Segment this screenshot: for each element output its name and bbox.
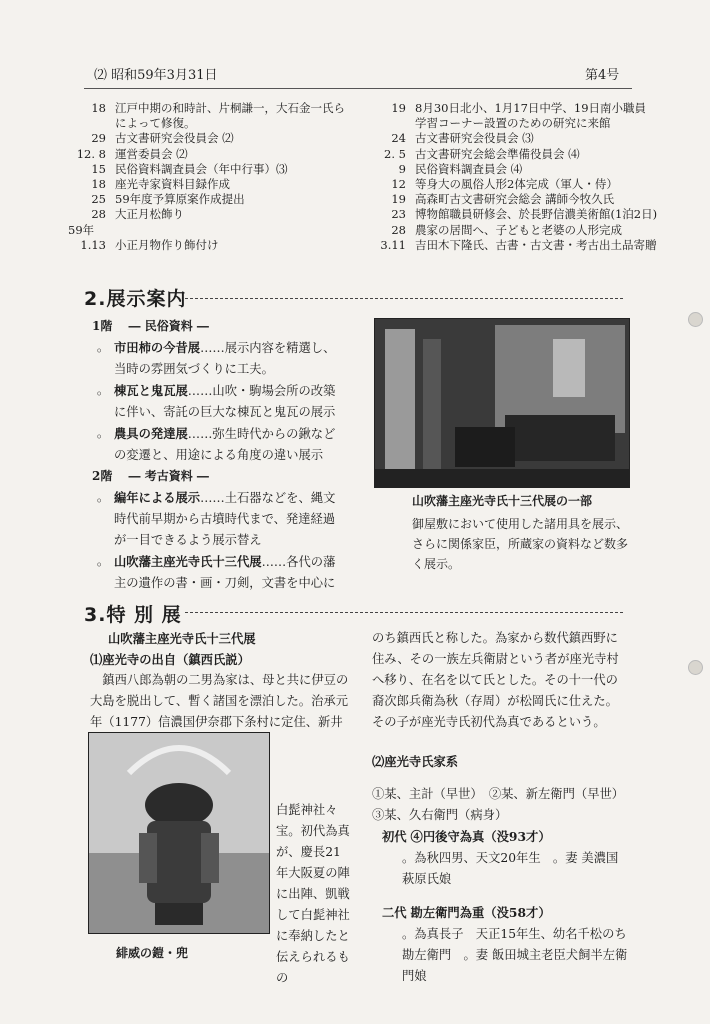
section-2-rule	[185, 298, 623, 299]
exhibit-item-title: 農具の発達展	[114, 426, 188, 441]
exhibit-item	[92, 423, 344, 466]
floor1-items	[92, 337, 344, 466]
timeline-date: 18	[91, 177, 106, 192]
header-divider	[84, 88, 632, 89]
exhibit-item	[92, 551, 344, 594]
armor-caption: 緋威の鎧・兜	[116, 946, 189, 960]
issue-date: ⑵ 昭和59年3月31日	[94, 68, 218, 83]
timeline-date: 28	[91, 207, 106, 222]
timeline-row	[68, 131, 368, 146]
family-heading: ⑵座光寺氏家系	[372, 754, 459, 769]
timeline-date: 1.13	[80, 237, 106, 252]
timeline-row	[368, 162, 668, 177]
timeline-date: 3.11	[380, 237, 406, 252]
exhibit-photo	[374, 318, 630, 488]
timeline-text: 小正月物作り飾付け	[115, 237, 219, 252]
timeline-date: 28	[391, 222, 406, 237]
timeline-left	[68, 101, 368, 253]
section-3-title: 3.特 別 展	[84, 604, 182, 626]
timeline-row	[368, 101, 668, 116]
timeline-text: 8月30日北小、1月17日中学、19日南小職員	[415, 101, 647, 115]
exhibit-item	[92, 380, 344, 423]
gen1-label: 初代	[382, 829, 407, 844]
exhibit-item-title: 棟瓦と鬼瓦展	[114, 383, 188, 398]
timeline-row	[368, 116, 668, 131]
timeline-text: 座光寺家資料目録作成	[115, 177, 230, 192]
floor2-items	[92, 487, 344, 594]
timeline-row	[368, 177, 668, 192]
timeline-date: 9	[398, 161, 406, 176]
bullet-mark: 。	[96, 490, 110, 504]
timeline-date: 24	[391, 131, 406, 146]
timeline-row	[68, 207, 368, 222]
timeline-date: 59年	[68, 222, 95, 237]
timeline-text: 民俗資料調査員会（年中行事）⑶	[115, 161, 288, 176]
timeline-row	[368, 207, 668, 222]
timeline-row	[368, 223, 668, 238]
armor-photo-note: 白髭神社々宝。初代為真が、慶長21年大阪夏の陣に出陣、凱戦して白髭神社に奉納したと伝えられるもの	[276, 803, 350, 985]
section-2-title: 2.展示案内	[84, 288, 187, 310]
exhibit-photo-drawing	[375, 319, 629, 487]
timeline-row	[368, 131, 668, 146]
timeline-text: 農家の居間へ、子どもと老婆の人形完成	[415, 222, 622, 237]
gen1-name: ④円後守為真（没93才）	[410, 829, 551, 844]
timeline-text: 高森町古文書研究会総会 講師今牧久氏	[415, 192, 615, 207]
origin-paragraph: 鎮西八郎為朝の二男為家は、母と共に伊豆の大島を脱出して、暫く諸国を漂泊した。治承元年（1177）信濃国伊奈郡下条村に定住、新井	[90, 673, 349, 729]
section-3-left-text	[90, 628, 350, 733]
timeline-date: 12	[391, 177, 406, 192]
floor2-label: 2階 ― 考古資料 ―	[92, 469, 209, 483]
origin-paragraph-continued: のち鎮西氏と称した。為家から数代鎮西野に住み、その一族左兵衛尉という者が座光寺村へ移り、在名を以て氏とした。その十一代の裔次郎兵衛為秋（存周）が松岡氏に仕えた。その子が座光寺氏初代為真であるという。	[372, 631, 619, 729]
timeline-row	[368, 192, 668, 207]
special-exhibit-subtitle: 山吹藩主座光寺氏十三代展	[108, 631, 256, 646]
timeline-row	[68, 116, 368, 131]
timeline-date: 12. 8	[76, 146, 106, 161]
timeline-text: 等身大の風俗人形2体完成（軍人・侍）	[415, 177, 618, 192]
timeline-right	[368, 101, 668, 253]
exhibit-item-title: 市田柿の今昔展	[114, 340, 201, 355]
family-line-1: ①某、主計（早世） ②某、新左衛門（早世）	[372, 787, 625, 801]
timeline-text: 59年度予算原案作成提出	[115, 192, 245, 207]
timeline-text: 学習コーナー設置のための研究に来館	[415, 116, 611, 131]
timeline-date: 18	[91, 101, 106, 115]
timeline-date: 15	[91, 161, 106, 176]
timeline-date: 19	[391, 101, 406, 115]
section-3-rule	[185, 612, 623, 613]
bullet-mark: 。	[96, 340, 110, 354]
timeline-row	[68, 223, 368, 238]
exhibit-item-title: 編年による展示	[114, 490, 201, 505]
bullet-mark: 。	[96, 554, 110, 568]
armor-photo-drawing	[89, 733, 269, 933]
timeline-text: 大正月松飾り	[115, 207, 184, 222]
timeline-date: 25	[91, 192, 106, 207]
timeline-row	[68, 177, 368, 192]
timeline-row	[368, 147, 668, 162]
exhibit-item-title: 山吹藩主座光寺氏十三代展	[114, 554, 262, 569]
family-line-2: ③某、久右衛門（病身）	[372, 808, 508, 822]
timeline-text: 民俗資料調査員会 ⑷	[415, 161, 523, 176]
exhibit-item-description: ……山吹・駒場会所の改築に伴い、寄託の巨大な棟瓦と鬼瓦の展示	[114, 384, 336, 419]
timeline-text: 運営委員会 ⑵	[115, 146, 188, 161]
section-3-right-text	[372, 628, 630, 987]
timeline-date: 23	[391, 207, 406, 222]
gen2-name: 勘左衛門為重（没58才）	[410, 905, 551, 920]
exhibit-item-description: ……土石器などを、縄文時代前早期から古墳時代まで、発達経過が一目できるよう展示替え	[114, 491, 336, 547]
timeline-text: 博物館職員研修会、於長野信濃美術館(1泊2日)	[415, 207, 658, 222]
timeline-text: によって修復。	[115, 116, 196, 131]
timeline-row	[368, 238, 668, 253]
timeline-row	[68, 162, 368, 177]
exhibit-photo-caption: 山吹藩主座光寺氏十三代展の一部	[412, 494, 593, 508]
bullet-mark: 。	[96, 383, 110, 397]
timeline-text: 古文書研究会役員会 ⑶	[415, 131, 534, 146]
timeline-date: 19	[391, 192, 406, 207]
exhibit-item-description: ……展示内容を精選し、当時の雰囲気づくりに工夫。	[114, 341, 336, 376]
floor1-label: 1階 ― 民俗資料 ―	[92, 319, 209, 333]
issue-number: 第4号	[585, 68, 620, 83]
exhibit-photo-description: 御屋敷において使用した諸用具を展示、さらに関係家臣，所蔵家の資料など数多く展示。	[412, 517, 629, 571]
timeline-row	[68, 101, 368, 116]
gen2-detail: 。為真長子 天正15年生、幼名千松のち勘左衛門 。妻 飯田城主老臣犬飼半左衛門娘	[402, 927, 628, 983]
timeline-row	[68, 238, 368, 253]
gen1-detail: 。為秋四男、天文20年生 。妻 美濃国萩原氏娘	[402, 851, 619, 886]
timeline-text: 古文書研究会役員会 ⑵	[115, 131, 234, 146]
timeline-date: 2. 5	[384, 146, 406, 161]
timeline-text: 吉田木下隆氏、古書・古文書・考古出土品寄贈	[415, 237, 657, 252]
timeline-text: 古文書研究会総会準備役員会 ⑷	[415, 146, 580, 161]
exhibit-item-description: ……各代の藩主の遺作の書・画・刀剣，文書を中心に	[114, 555, 336, 590]
gen2-label: 二代	[382, 905, 407, 920]
bullet-mark: 。	[96, 426, 110, 440]
exhibit-item-description: ……弥生時代からの鍬などの変遷と、用途による角度の違い展示	[114, 427, 336, 462]
timeline-row	[68, 192, 368, 207]
timeline-row	[68, 147, 368, 162]
origin-heading: ⑴座光寺の出自（鎮西氏説）	[90, 652, 250, 667]
timeline-date: 29	[91, 131, 106, 146]
section-2-left-column	[92, 316, 344, 594]
timeline-text: 江戸中期の和時計、片桐謙一，大石金一氏ら	[115, 101, 345, 115]
armor-photo	[88, 732, 270, 934]
exhibit-item	[92, 337, 344, 380]
binder-hole-top	[688, 312, 703, 327]
exhibit-item	[92, 487, 344, 551]
binder-hole-bottom	[688, 660, 703, 675]
